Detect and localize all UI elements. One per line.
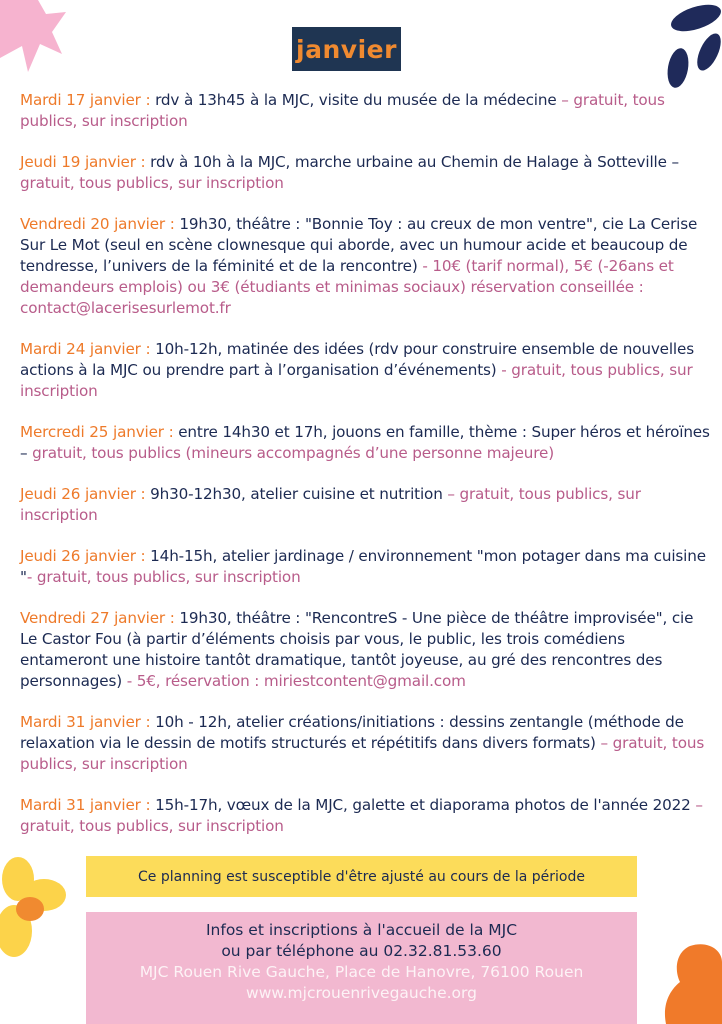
- event-item: [20, 608, 710, 692]
- event-date: Mardi 24 janvier :: [20, 340, 151, 358]
- event-price-info: – gratuit, tous publics, sur inscription: [20, 796, 703, 835]
- event-date: Jeudi 19 janvier :: [20, 153, 146, 171]
- event-item: [20, 152, 710, 194]
- event-price-info: gratuit, tous publics, sur inscription: [20, 174, 284, 192]
- yellow-flower-decoration: [0, 855, 72, 965]
- planning-notice: Ce planning est susceptible d'être ajusté au cours de la période: [86, 856, 637, 897]
- event-date: Mardi 17 janvier: [20, 91, 141, 109]
- event-price-info: – gratuit, tous publics, sur inscription: [20, 91, 665, 130]
- event-description: entre 14h30 et 17h, jouons en famille, thème : Super héros et héroïnes –: [20, 423, 710, 462]
- event-price-info: - gratuit, tous publics, sur inscription: [26, 568, 301, 586]
- event-item: [20, 90, 710, 132]
- event-description: rdv à 10h à la MJC, marche urbaine au Chemin de Halage à Sotteville –: [150, 153, 679, 171]
- event-separator: :: [135, 547, 151, 565]
- event-list: [20, 90, 710, 857]
- event-description: 10h - 12h, atelier créations/initiations : dessins zentangle (méthode de relaxation via le dessin de motifs structurés et répétitifs dans divers formats): [20, 713, 684, 752]
- event-date: Mercredi 25 janvier :: [20, 423, 174, 441]
- event-price-info: gratuit, tous publics (mineurs accompagnés d’une personne majeure): [27, 444, 555, 462]
- event-price-info: - 5€, réservation : miriestcontent@gmail.com: [122, 672, 466, 690]
- event-date: Jeudi 26 janvier: [20, 547, 136, 565]
- event-item: [20, 546, 710, 588]
- orange-blob-decoration: [660, 940, 722, 1024]
- event-item: [20, 339, 710, 402]
- event-price-info: - 10€ (tarif normal), 5€ (-26ans et demandeurs emplois) ou 3€ (étudiants et minimas sociaux) réservation conseillée : contact@lacerisesurlemot.fr: [20, 257, 674, 317]
- event-date: Vendredi 20 janvier :: [20, 215, 175, 233]
- event-description: 10h-12h, matinée des idées (rdv pour construire ensemble de nouvelles actions à la MJC ou prendre part à l’organisation d’événements): [20, 340, 694, 379]
- event-price-info: – gratuit, tous publics, sur inscription: [20, 734, 705, 773]
- event-item: [20, 484, 710, 526]
- event-date: Mardi 31 janvier :: [20, 796, 151, 814]
- contact-website[interactable]: www.mjcrouenrivegauche.org: [246, 984, 477, 1002]
- contact-box: [86, 912, 637, 1024]
- event-separator: :: [140, 91, 156, 109]
- event-date: Jeudi 26 janvier :: [20, 485, 146, 503]
- event-date: Mardi 31 janvier :: [20, 713, 151, 731]
- event-item: [20, 214, 710, 319]
- event-description: 14h-15h, atelier jardinage / environnement "mon potager dans ma cuisine ": [20, 547, 706, 586]
- contact-address: MJC Rouen Rive Gauche, Place de Hanovre, 76100 Rouen: [139, 963, 584, 981]
- event-price-info: - gratuit, tous publics, sur inscription: [20, 361, 693, 400]
- contact-line-2: ou par téléphone au 02.32.81.53.60: [221, 942, 502, 960]
- event-date: Vendredi 27 janvier :: [20, 609, 175, 627]
- event-description: 15h-17h, vœux de la MJC, galette et diaporama photos de l'année 2022: [155, 796, 691, 814]
- event-description: 9h30-12h30, atelier cuisine et nutrition: [150, 485, 443, 503]
- event-item: [20, 422, 710, 464]
- navy-leaves-decoration: [652, 0, 722, 90]
- event-price-info: – gratuit, tous publics, sur inscription: [20, 485, 641, 524]
- contact-line-1: Infos et inscriptions à l'accueil de la MJC: [205, 921, 518, 939]
- event-description: 19h30, théâtre : "RencontreS - Une pièce de théâtre improvisée", cie Le Castor Fou (à partir d’éléments choisis par vous, le public, les trois comédiens entameront une histoire tantôt dramatique, tantôt joyeuse, au gré des rencontres des personnages): [20, 609, 694, 690]
- event-description: 19h30, théâtre : "Bonnie Toy : au creux de mon ventre", cie La Cerise Sur Le Mot (seul en scène clownesque qui aborde, avec un humour acide et beaucoup de tendresse, l’univers de la féminité et de la rencontre): [20, 215, 698, 275]
- event-item: [20, 712, 710, 775]
- page-title: janvier: [292, 27, 401, 71]
- event-item: [20, 795, 710, 837]
- pink-star-decoration: [0, 0, 80, 90]
- event-description: rdv à 13h45 à la MJC, visite du musée de la médecine: [155, 91, 557, 109]
